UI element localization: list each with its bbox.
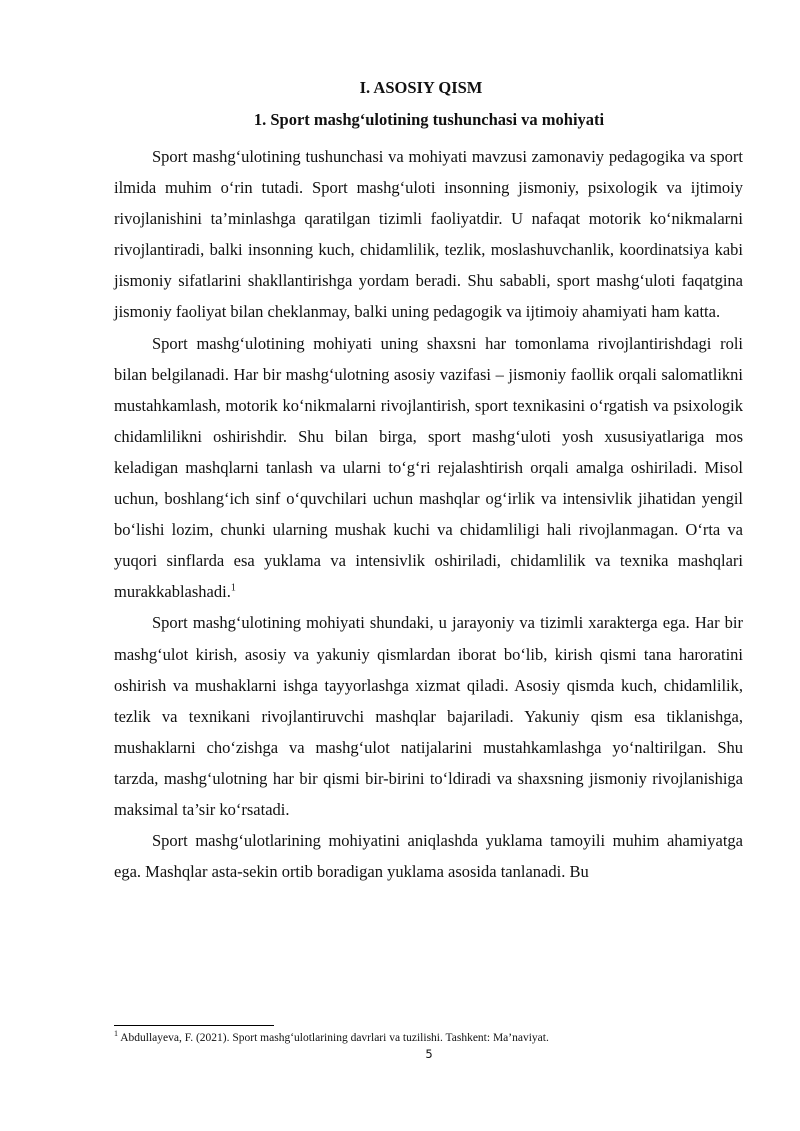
- body-text: [114, 141, 743, 887]
- footnote-separator: [114, 1025, 274, 1026]
- paragraph-2-text: Sport mashg‘ulotining mohiyati uning shaxsni har tomonlama rivojlantirishdagi roli bilan belgilanadi. Har bir mashg‘ulotning asosiy vazifasi – jismoniy faollik orqali salomatlikni mustahkamlash, motorik ko‘nikmalarni rivojlantirish, sport texnikasini o‘rgatish va psixologik chidamlilikni oshirishdir. Shu bilan birga, sport mashg‘uloti yosh xususiyatlariga mos keladigan mashqlarni tanlash va ularni to‘g‘ri rejalashtirish orqali amalga oshiriladi. Misol uchun, boshlang‘ich sinf o‘quvchilari uchun mashqlar og‘irlik va intensivlik jihatidan yengil bo‘lishi lozim, chunki ularning mushak kuchi va chidamliligi hali rivojlanmagan. O‘rta va yuqori sinflarda esa yuklama va intensivlik oshiriladi, chidamlilik va texnika mashqlari murakkablashadi.: [114, 333, 743, 602]
- paragraph-4: Sport mashg‘ulotlarining mohiyatini aniqlashda yuklama tamoyili muhim ahamiyatga ega. Mashqlar asta-sekin ortib boradigan yuklama asosida tanlanadi. Bu: [114, 831, 743, 882]
- footnote-number: 1: [114, 1029, 118, 1039]
- paragraph-3: Sport mashg‘ulotining mohiyati shundaki, u jarayoniy va tizimli xarakterga ega. Har bir mashg‘ulot kirish, asosiy va yakuniy qismlardan iborat bo‘lib, kirish qismi tana haroratini oshirish va mushaklarni ishga tayyorlashga xizmat qiladi. Asosiy qismda kuch, chidamlilik, tezlik va texnikani rivojlantiruvchi mashqlar bajariladi. Yakuniy qism esa tiklanishga, mushaklarni cho‘zishga va mashg‘ulot natijalarini mustahkamlashga yo‘naltirilgan. Shu tarzda, mashg‘ulotning har bir qismi bir-birini to‘ldiradi va shaxsning jismoniy rivojlanishiga maksimal ta’sir ko‘rsatadi.: [114, 613, 743, 819]
- page-number: 5: [425, 1047, 433, 1061]
- paragraph-1: Sport mashg‘ulotining tushunchasi va mohiyati mavzusi zamonaviy pedagogika va sport ilmida muhim o‘rin tutadi. Sport mashg‘uloti insonning jismoniy, psixologik va ijtimoiy rivojlanishini ta’minlashga qaratilgan tizimli faoliyatdir. U nafaqat motorik ko‘nikmalarni rivojlantiradi, balki insonning kuch, chidamlilik, tezlik, moslashuvchanlik, koordinatsiya kabi jismoniy sifatlarini shakllantirishga yordam beradi. Shu sababli, sport mashg‘uloti faqatgina jismoniy faoliyat bilan cheklanmay, balki uning pedagogik va ijtimoiy ahamiyati ham katta.: [114, 147, 743, 322]
- footnote-reference[interactable]: 1: [230, 582, 236, 594]
- footnote: [114, 1031, 754, 1045]
- section-heading: I. ASOSIY QISM: [359, 78, 483, 97]
- subsection-heading: 1. Sport mashg‘ulotining tushunchasi va mohiyati: [253, 110, 605, 129]
- footnote-text: Abdullayeva, F. (2021). Sport mashg‘ulotlarining davrlari va tuzilishi. Tashkent: Ma’naviyat.: [118, 1032, 549, 1044]
- paragraph-2: [114, 328, 743, 608]
